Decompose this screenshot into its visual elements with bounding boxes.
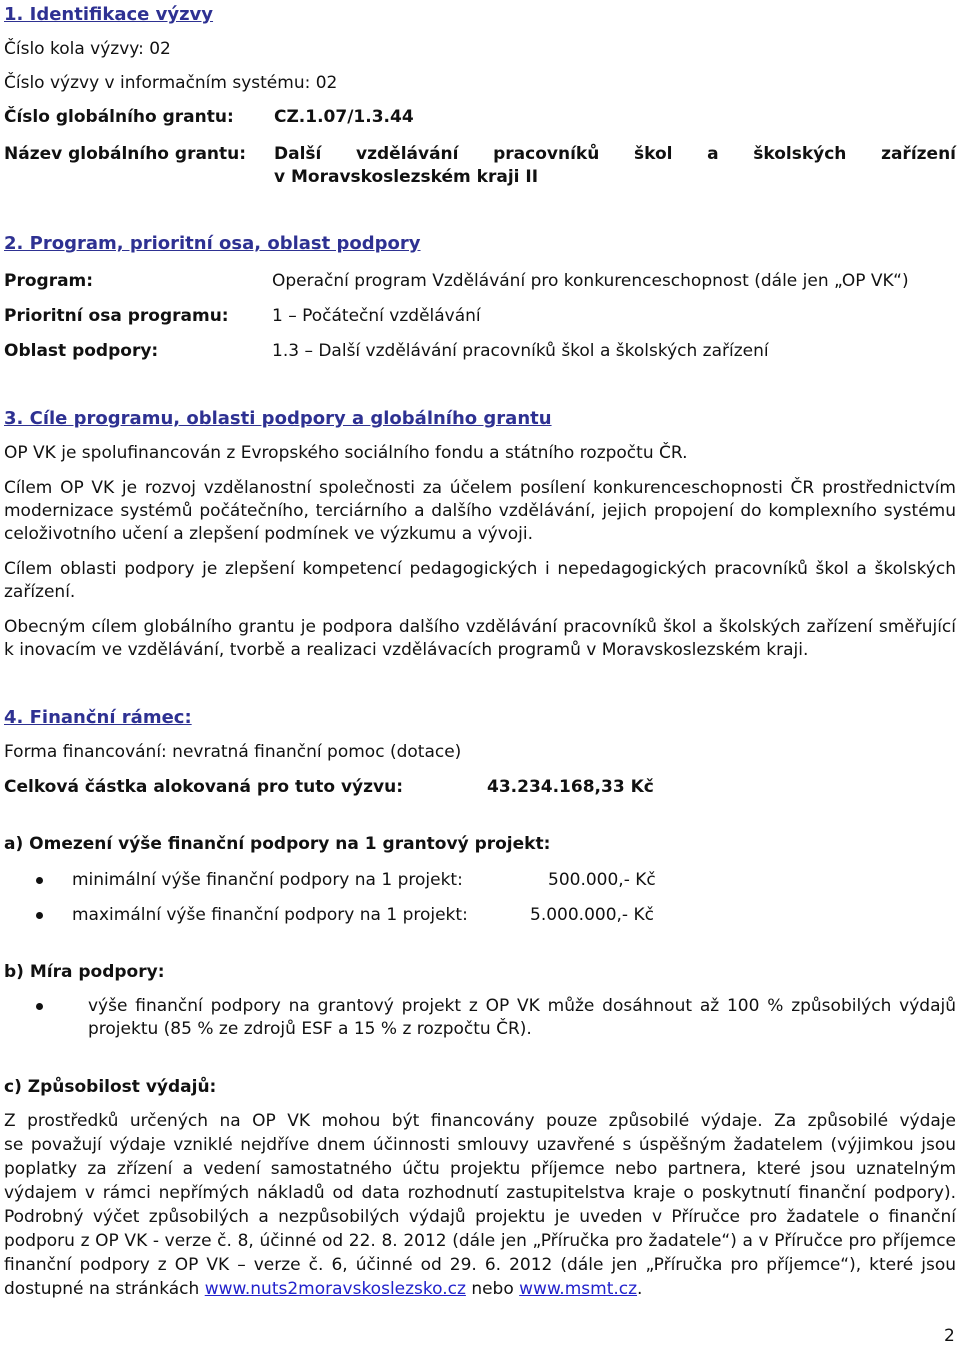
section-2-heading: 2. Program, prioritní osa, oblast podpory — [4, 233, 421, 254]
max-support-value: 5.000.000,- Kč — [530, 905, 654, 925]
goals-paragraph-4-line: Obecným cílem globálního grantu je podpora dalšího vzdělávání pracovníků škol a školských zařízení směřující — [4, 617, 956, 637]
min-support-label: minimální výše finanční podpory na 1 projekt: — [72, 870, 463, 890]
program-label: Program: — [4, 271, 94, 291]
goals-paragraph-3-line: zařízení. — [4, 582, 76, 602]
eligibility-last-prefix: dostupné na stránkách — [4, 1279, 205, 1299]
system-label: Číslo výzvy v informačním systému: 02 — [4, 73, 338, 93]
program-value: Operační program Vzdělávání pro konkurenceschopnost (dále jen „OP VK“) — [272, 271, 909, 291]
limits-heading: a) Omezení výše finanční podpory na 1 grantový projekt: — [4, 834, 551, 854]
min-support-value: 500.000,- Kč — [548, 870, 656, 890]
support-area-label: Oblast podpory: — [4, 341, 159, 361]
priority-axis-label: Prioritní osa programu: — [4, 306, 229, 326]
goals-paragraph-2-line: Cílem OP VK je rozvoj vzdělanostní společnosti za účelem posílení konkurenceschopnosti ČR prostřednictvím — [4, 478, 956, 498]
page-number: 2 — [944, 1326, 955, 1346]
section-4-heading: 4. Finanční rámec: — [4, 707, 192, 728]
max-support-label: maximální výše finanční podpory na 1 projekt: — [72, 905, 468, 925]
msmt-link[interactable]: www.msmt.cz — [519, 1279, 638, 1299]
eligibility-line: podporu z OP VK - verze č. 8, účinné od 22. 8. 2012 (dále jen „Příručka pro žadatele“) a v Příručce pro příjemce — [4, 1231, 956, 1251]
bullet-icon — [36, 877, 43, 884]
bullet-icon — [36, 912, 43, 919]
nuts2-link[interactable]: www.nuts2moravskoslezsko.cz — [204, 1279, 466, 1299]
eligibility-line: se považují výdaje vzniklé nejdříve dnem účinnosti smlouvy uzavřené s úspěšným žadatelem (výjimkou jsou — [4, 1135, 956, 1155]
eligibility-last-suffix: . — [637, 1279, 643, 1299]
total-amount-value: 43.234.168,33 Kč — [487, 777, 654, 797]
total-amount-label: Celková částka alokovaná pro tuto výzvu: — [4, 777, 404, 797]
eligibility-line: výdajem v rámci nepřímých nákladů od data rozhodnutí zastupitelstva kraje o poskytnutí finanční podpory). — [4, 1183, 956, 1203]
kolo-label: Číslo kola výzvy: 02 — [4, 39, 171, 59]
grant-number-label: Číslo globálního grantu: — [4, 107, 234, 127]
goals-paragraph-2-line: modernizace systémů počátečního, terciárního a dalšího vzdělávání, jejich propojení do komplexního systému — [4, 501, 956, 521]
bullet-icon — [36, 1003, 43, 1010]
eligibility-heading: c) Způsobilost výdajů: — [4, 1077, 217, 1097]
goals-paragraph-2-line: celoživotního učení a zlepšení podmínek ve výzkumu a vývoji. — [4, 524, 534, 544]
grant-name-line2: v Moravskoslezském kraji II — [274, 167, 539, 187]
priority-axis-value: 1 – Počáteční vzdělávání — [272, 306, 481, 326]
grant-number-value: CZ.1.07/1.3.44 — [274, 107, 414, 127]
eligibility-line: Podrobný výčet způsobilých a nezpůsobilých výdajů projektu je uveden v Příručce pro žadatele o finanční — [4, 1207, 956, 1227]
support-rate-heading: b) Míra podpory: — [4, 962, 165, 982]
goals-paragraph-4-line: k inovacím ve vzdělávání, tvorbě a realizaci vzdělávacích programů v Moravskoslezském kraji. — [4, 640, 809, 660]
support-rate-line2: projektu (85 % ze zdrojů ESF a 15 % z rozpočtu ČR). — [88, 1019, 532, 1039]
goals-paragraph-1: OP VK je spolufinancován z Evropského sociálního fondu a státního rozpočtu ČR. — [4, 443, 688, 463]
eligibility-line: Z prostředků určených na OP VK mohou být financovány pouze způsobilé výdaje. Za způsobilé výdaje — [4, 1111, 956, 1131]
support-rate-line1: výše finanční podpory na grantový projekt z OP VK může dosáhnout až 100 % způsobilých výdajů — [88, 996, 956, 1016]
goals-paragraph-3-line: Cílem oblasti podpory je zlepšení kompetencí pedagogických i nepedagogických pracovníků škol a školských — [4, 559, 956, 579]
eligibility-line: poplatky za zřízení a vedení samostatného účtu projektu příjemce nebo partnera, které jsou uznatelným — [4, 1159, 956, 1179]
eligibility-last-line — [4, 1278, 642, 1300]
eligibility-last-mid: nebo — [465, 1279, 520, 1299]
section-3-heading: 3. Cíle programu, oblasti podpory a globálního grantu — [4, 408, 552, 429]
section-1-heading: 1. Identifikace výzvy — [4, 4, 214, 25]
grant-name-line1: Další vzdělávání pracovníků škol a školských zařízení — [274, 144, 956, 164]
grant-name-label: Název globálního grantu: — [4, 144, 247, 164]
financing-form: Forma financování: nevratná finanční pomoc (dotace) — [4, 742, 462, 762]
eligibility-line: finanční podpory z OP VK – verze č. 6, účinné od 29. 6. 2012 (dále jen „Příručka pro příjemce“), které jsou — [4, 1255, 956, 1275]
support-area-value: 1.3 – Další vzdělávání pracovníků škol a školských zařízení — [272, 341, 769, 361]
